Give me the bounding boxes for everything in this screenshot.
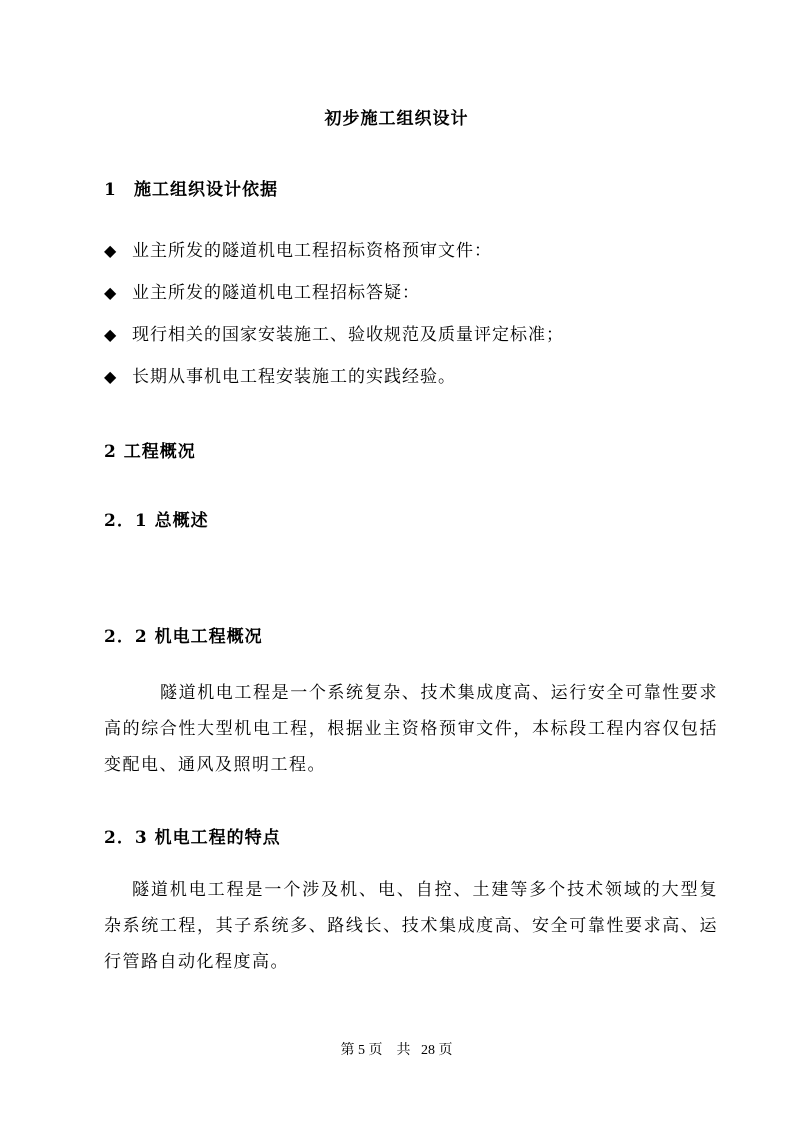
document-title: 初步施工组织设计 bbox=[324, 109, 469, 129]
list-item bbox=[104, 366, 564, 408]
section-2-1-heading: 2．1 总概述 bbox=[104, 511, 209, 531]
basis-list bbox=[104, 240, 564, 408]
list-item bbox=[104, 240, 564, 282]
diamond-bullet-icon: ◆ bbox=[104, 325, 118, 344]
diamond-bullet-icon: ◆ bbox=[104, 283, 118, 302]
section-2-3-paragraph: 隧道机电工程是一个涉及机、电、自控、土建等多个技术领域的大型复杂系统工程，其子系统多、路线长、技术集成度高、安全可靠性要求高、运行管路自动化程度高。 bbox=[104, 880, 718, 972]
list-item-text: 长期从事机电工程安装施工的实践经验。 bbox=[132, 367, 456, 387]
page-number-footer: 第 5 页 共 28 页 bbox=[340, 1043, 453, 1058]
list-item-text: 现行相关的国家安装施工、验收规范及质量评定标准； bbox=[132, 325, 564, 345]
section-2-3-heading: 2．3 机电工程的特点 bbox=[104, 828, 281, 848]
section-2-2-heading: 2．2 机电工程概况 bbox=[104, 627, 263, 647]
diamond-bullet-icon: ◆ bbox=[104, 367, 118, 386]
list-item-text: 业主所发的隧道机电工程招标资格预审文件： bbox=[132, 241, 492, 261]
list-item-text: 业主所发的隧道机电工程招标答疑： bbox=[132, 283, 420, 303]
list-item bbox=[104, 324, 564, 366]
section-1-heading bbox=[104, 175, 278, 200]
section-1-number: 1 bbox=[104, 180, 117, 200]
section-1-title: 施工组织设计依据 bbox=[134, 180, 278, 200]
section-2-2-paragraph: 隧道机电工程是一个系统复杂、技术集成度高、运行安全可靠性要求高的综合性大型机电工程，根据业主资格预审文件，本标段工程内容仅包括变配电、通风及照明工程。 bbox=[104, 683, 718, 775]
list-item bbox=[104, 282, 564, 324]
diamond-bullet-icon: ◆ bbox=[104, 241, 118, 260]
section-2-heading: 2 工程概况 bbox=[104, 442, 196, 462]
